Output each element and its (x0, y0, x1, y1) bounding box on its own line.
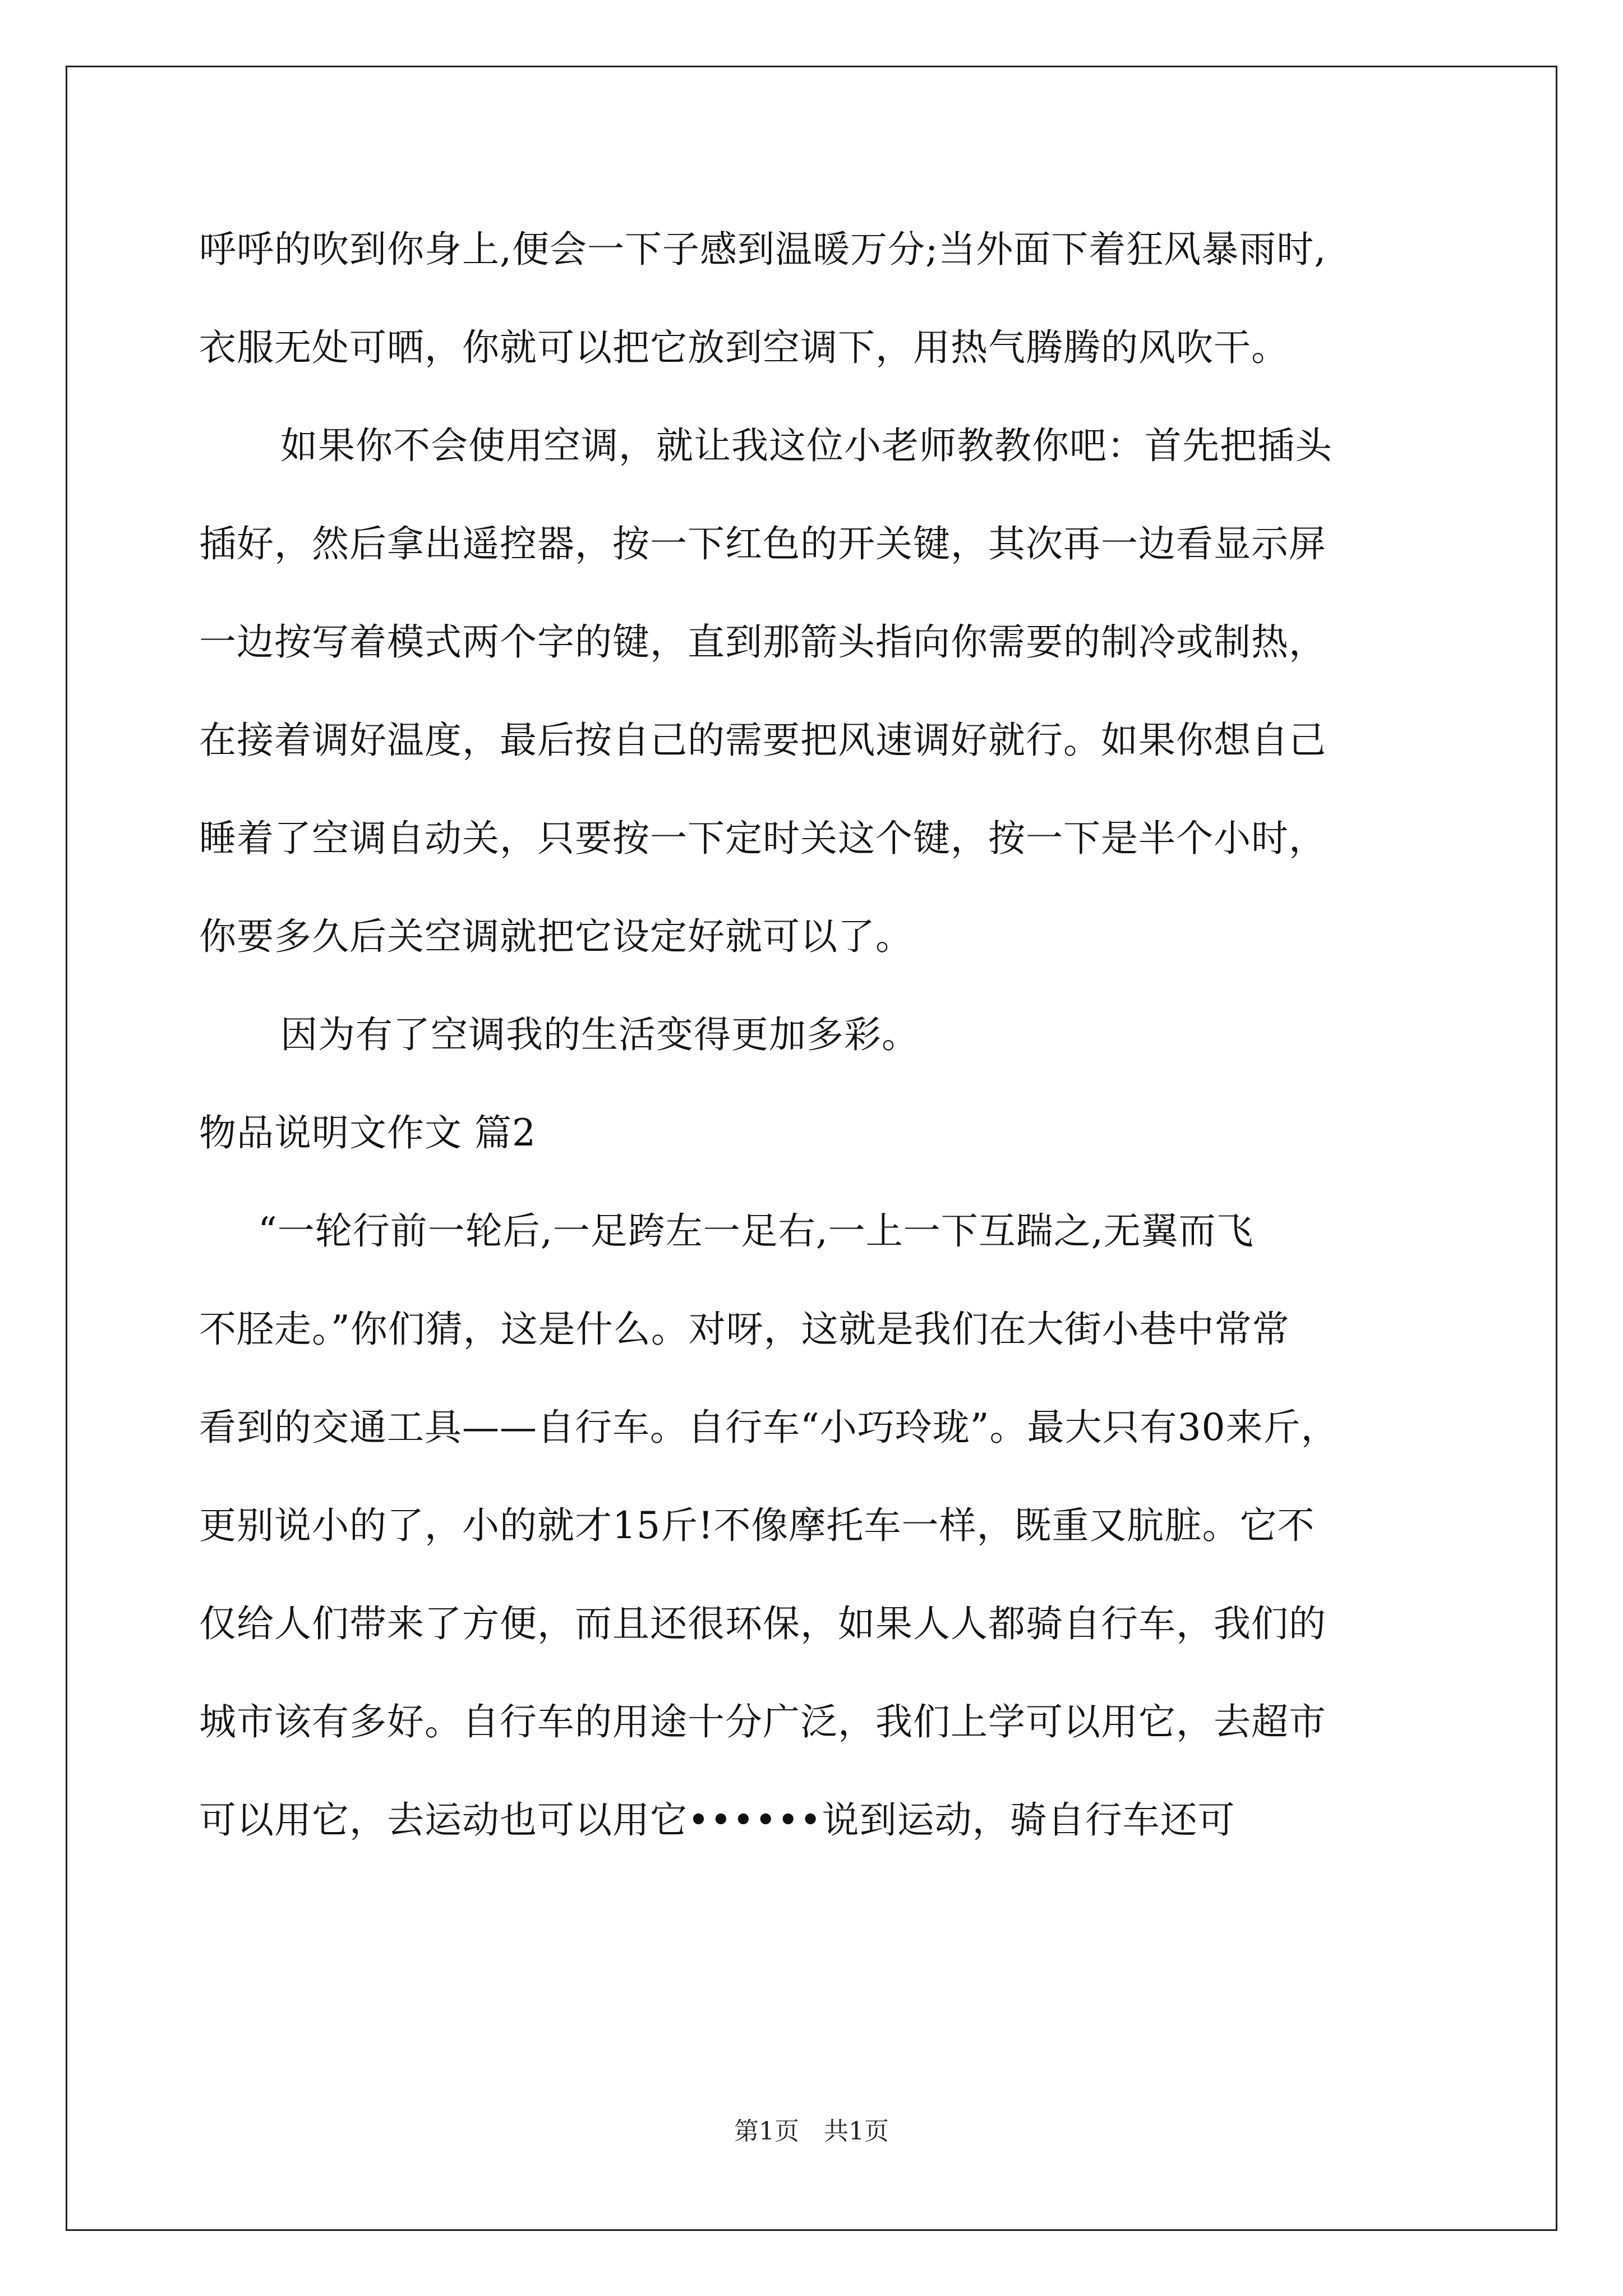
paragraph-line: 可以用它，去运动也可以用它••••••说到运动，骑自行车还可 (199, 1798, 1235, 1842)
paragraph-line: 衣服无处可晒，你就可以把它放到空调下，用热气腾腾的风吹干。 (199, 326, 1289, 369)
paragraph-line: 不胫走。”你们猜，这是什么。对呀，这就是我们在大街小巷中常常 (199, 1308, 1290, 1351)
paragraph-line: 如果你不会使用空调，就让我这位小老师教教你吧：首先把插头 (280, 424, 1332, 467)
page-number-footer: 第1页 共1页 (734, 2117, 889, 2146)
paragraph-line: 一边按写着模式两个字的键，直到那箭头指向你需要的制冷或制热， (199, 620, 1326, 664)
paragraph-line: 你要多久后关空调就把它设定好就可以了。 (199, 915, 913, 958)
paragraph-line: 看到的交通工具——自行车。自行车“小巧玲珑”。最大只有30来斤， (199, 1406, 1339, 1449)
paragraph-line: 仅给人们带来了方便，而且还很环保，如果人人都骑自行车，我们的 (199, 1602, 1326, 1645)
paragraph-line: 城市该有多好。自行车的用途十分广泛，我们上学可以用它，去超市 (199, 1700, 1326, 1743)
paragraph-line: 在接着调好温度，最后按自己的需要把风速调好就行。如果你想自己 (199, 719, 1326, 762)
paragraph-line: 睡着了空调自动关，只要按一下定时关这个键，按一下是半个小时， (199, 817, 1326, 860)
paragraph-line: “一轮行前一轮后,一足跨左一足右,一上一下互踹之,无翼而飞 (258, 1209, 1254, 1253)
paragraph-line: 插好，然后拿出遥控器，按一下红色的开关键，其次再一边看显示屏 (199, 522, 1326, 565)
paragraph-line: 更别说小的了，小的就才15斤!不像摩托车一样，既重又肮脏。它不 (199, 1504, 1315, 1547)
section-heading: 物品说明文作文 篇2 (199, 1111, 536, 1154)
paragraph-line: 呼呼的吹到你身上,便会一下子感到温暖万分;当外面下着狂风暴雨时, (199, 228, 1327, 271)
paragraph-line: 因为有了空调我的生活变得更加多彩。 (280, 1013, 919, 1056)
